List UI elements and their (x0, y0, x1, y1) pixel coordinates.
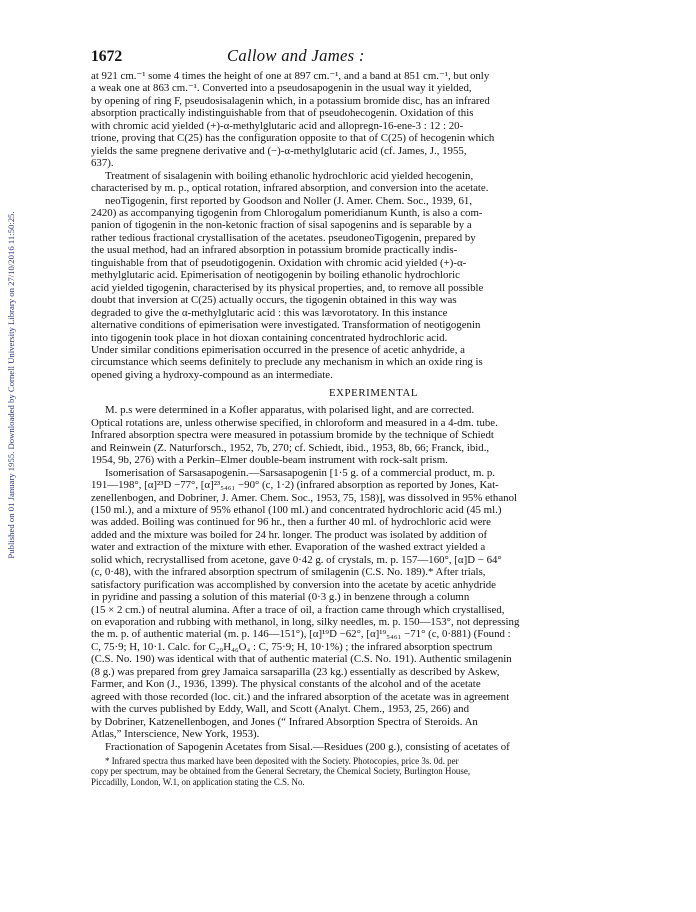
text-line: was added. Boiling was continued for 96 hr., then a further 40 ml. of hydrochloric acid were (91, 516, 491, 529)
text-line: yields the same pregnene derivative and (−)-α-methylglutaric acid (cf. James, J., 1955, (91, 144, 467, 157)
text-line: 2420) as accompanying tigogenin from Chlorogalum pomeridianum Kunth, is also a com- (91, 206, 483, 219)
text-line: Isomerisation of Sarsasapogenin.—Sarsasapogenin [1·5 g. of a commercial product, m. p. (105, 466, 495, 479)
text-line: C, 75·9; H, 10·1. Calc. for C₂₉H₄₆O₄ : C, 75·9; H, 10·1%) ; the infrared absorption spectrum (91, 640, 493, 653)
text-line: with the curves published by Eddy, Wall, and Scott (Analyt. Chem., 1953, 25, 266) and (91, 703, 470, 716)
text-line: opened giving a hydroxy-compound as an intermediate. (91, 368, 333, 381)
text-line: (C.S. No. 190) was identical with that of authentic material (C.S. No. 191). Authentic smilagenin (91, 653, 512, 666)
text-line: copy per spectrum, may be obtained from the General Secretary, the Chemical Society, Burlington House, (91, 766, 471, 777)
text-line: a weak one at 863 cm.⁻¹. Converted into a pseudosapogenin in the usual way it yielded, (91, 82, 472, 95)
text-line: acid yielded tigogenin, characterised by its physical properties, and, to remove all possible (91, 281, 484, 294)
text-line: satisfactory purification was accomplished by conversion into the acetate by acetic anhydride (91, 578, 496, 591)
text-line: rather tedious fractional crystallisation of the acetates. pseudoneoTigogenin, prepared by (91, 231, 476, 244)
text-line: 1954, 9b, 276) with a Perkin–Elmer double-beam instrument with rock-salt prism. (91, 454, 448, 467)
text-line: (c, 0·48), with the infrared absorption spectrum of smilagenin (C.S. No. 189).* After trials, (91, 566, 486, 579)
page-header (91, 46, 656, 70)
text-line: the usual method, had an infrared absorption in potassium bromide practically indis- (91, 244, 458, 257)
neotigogenin-paragraph (91, 195, 656, 382)
text-line: in pyridine and passing a solution of this material (0·3 g.) in benzene through a column (91, 591, 470, 604)
intro-paragraph (91, 70, 656, 170)
text-line: M. p.s were determined in a Kofler apparatus, with polarised light, and are corrected. (105, 404, 475, 417)
hecogenin-paragraph (91, 170, 656, 195)
text-line: (150 ml.), and a mixture of 95% ethanol (100 ml.) and concentrated hydrochloric acid (45 ml.) (91, 503, 502, 516)
text-line: 191—198°, [α]²³D −77°, [α]²³₅₄₆₁ −90° (c, 1·2) (infrared absorption as reported by Jones, Kat- (91, 479, 499, 492)
download-notice: Published on 01 January 1955. Downloaded by Cornell University Library on 27/10/2016 11:50:25. (6, 211, 16, 559)
text-line: solid which, recrystallised from acetone, gave 0·42 g. of crystals, m. p. 157—160°, [α]D − 64° (91, 553, 502, 566)
text-line: 637). (91, 157, 114, 170)
text-line: into tigogenin took place in hot dioxan containing concentrated hydrochloric acid. (91, 331, 448, 344)
section-heading: EXPERIMENTAL (328, 387, 419, 400)
text-line: degraded to give the α-methylglutaric acid : this was lævorotatory. In this instance (91, 306, 448, 319)
experimental-paragraph (91, 404, 656, 466)
fractionation-paragraph (91, 741, 656, 753)
download-sidebar (4, 150, 18, 620)
text-line: added and the mixture was boiled for 24 hr. longer. The product was isolated by addition of (91, 528, 488, 541)
text-line: the m. p. of authentic material (m. p. 146—151°), [α]¹⁹D −62°, [α]¹⁹₅₄₆₁ −71° (c, 0·881) (Found : (91, 628, 511, 641)
text-line: by opening of ring F, pseudosisalagenin which, in a potassium bromide disc, has an infrared (91, 94, 490, 107)
text-line: by Dobriner, Katzenellenbogen, and Jones (“ Infrared Absorption Spectra of Steroids. An (91, 715, 478, 728)
text-line: neoTigogenin, first reported by Goodson and Noller (J. Amer. Chem. Soc., 1939, 61, (105, 194, 473, 207)
text-line: (15 × 2 cm.) of neutral alumina. After a trace of oil, a fraction came through which crystallised, (91, 603, 505, 616)
text-line: panion of tigogenin in the non-ketonic fraction of sisal sapogenins and is separable by a (91, 219, 472, 232)
text-line: at 921 cm.⁻¹ some 4 times the height of one at 897 cm.⁻¹, and a band at 851 cm.⁻¹, but only (91, 70, 490, 82)
text-line: Treatment of sisalagenin with boiling ethanolic hydrochloric acid yielded hecogenin, (105, 169, 474, 182)
text-line: Fractionation of Sapogenin Acetates from Sisal.—Residues (200 g.), consisting of acetates of (105, 740, 510, 753)
text-line: agreed with those recorded (loc. cit.) and the infrared absorption of the acetate was in agreement (91, 690, 510, 703)
text-line: Piccadilly, London, W.1, on application stating the C.S. No. (91, 776, 305, 787)
text-line: Farmer, and Kon (J., 1936, 1399). The physical constants of the alcohol and of the acetate (91, 678, 481, 691)
text-line: methylglutaric acid. Epimerisation of neotigogenin by boiling ethanolic hydrochloric (91, 269, 460, 282)
text-line: Optical rotations are, unless otherwise specified, in chloroform and measured in a 4-dm. tube. (91, 416, 498, 429)
text-line: and Reinwein (Z. Naturforsch., 1952, 7b, 270; cf. Schiedt, ibid., 1953, 8b, 66; Franck, ibid., (91, 441, 490, 454)
isomerisation-paragraph (91, 467, 656, 741)
running-head: Callow and James : (227, 46, 365, 65)
text-line: with chromic acid yielded (+)-α-methylglutaric acid and allopregn-16-ene-3 : 12 : 20- (91, 119, 464, 132)
text-line: on evaporation and rubbing with methanol, in long, silky needles, m. p. 150—153°, not depressing (91, 616, 520, 629)
footnote (91, 756, 656, 787)
text-line: Infrared absorption spectra were measured in potassium bromide by the technique of Schiedt (91, 429, 494, 442)
text-line: characterised by m. p., optical rotation, infrared absorption, and conversion into the acetate. (91, 182, 489, 195)
text-line: trione, proving that C(25) has the configuration opposite to that of C(25) of hecogenin which (91, 132, 495, 145)
text-line: Atlas,” Interscience, New York, 1953). (91, 728, 260, 741)
text-line: * Infrared spectra thus marked have been deposited with the Society. Photocopies, price 3s. 0d. per (105, 756, 459, 767)
text-line: doubt that inversion at C(25) actually occurs, the tigogenin obtained in this way was (91, 294, 457, 307)
text-line: (8 g.) was prepared from grey Jamaica sarsaparilla (23 kg.) essentially as described by Askew, (91, 665, 500, 678)
text-line: circumstance which seems definitely to preclude any mechanism in which an oxide ring is (91, 356, 483, 369)
text-line: tinguishable from that of pseudotigogenin. Oxidation with chromic acid yielded (+)-α- (91, 256, 467, 269)
article-page (91, 46, 656, 787)
text-line: Under similar conditions epimerisation occurred in the presence of acetic anhydride, a (91, 343, 465, 356)
page-number: 1672 (91, 48, 123, 65)
text-line: alternative conditions of epimerisation were investigated. Transformation of neotigogenin (91, 319, 481, 332)
text-line: water and extraction of the mixture with ether. Evaporation of the washed extract yielded a (91, 541, 486, 554)
text-line: absorption practically indistinguishable from that of pseudohecogenin. Oxidation of this (91, 107, 474, 120)
text-line: zenellenbogen, and Dobriner, J. Amer. Chem. Soc., 1953, 75, 158)], was dissolved in 95% ethanol (91, 491, 518, 504)
